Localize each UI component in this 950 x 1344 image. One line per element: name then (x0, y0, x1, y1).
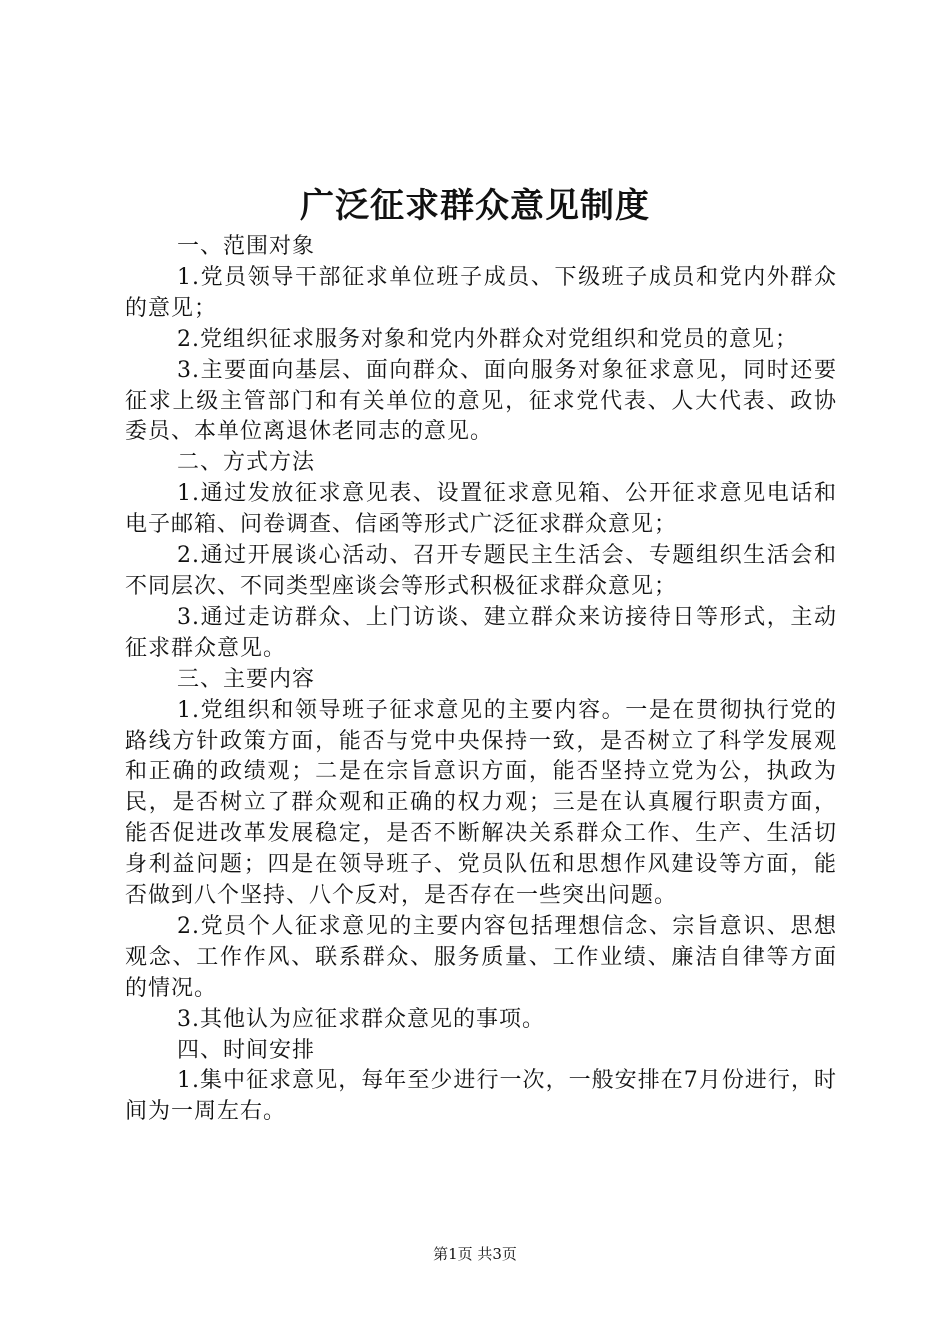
document-title: 广泛征求群众意见制度 (300, 186, 650, 226)
paragraph-content-2: 2.党员个人征求意见的主要内容包括理想信念、宗旨意识、思想观念、工作作风、联系群众、服务质量、工作业绩、廉洁自律等方面的情况。 (125, 913, 837, 1001)
page-footer: 第1页 共3页 (433, 1245, 517, 1263)
paragraph-scope-3: 3.主要面向基层、面向群众、面向服务对象征求意见，同时还要征求上级主管部门和有关单位的意见，征求党代表、人大代表、政协委员、本单位离退休老同志的意见。 (125, 357, 837, 445)
paragraph-content-3: 3.其他认为应征求群众意见的事项。 (177, 1006, 545, 1032)
document-body (125, 232, 837, 1128)
section-heading-scope: 一、范围对象 (177, 234, 316, 259)
paragraph-methods-3: 3.通过走访群众、上门访谈、建立群众来访接待日等形式，主动征求群众意见。 (125, 604, 837, 661)
paragraph-content-1: 1.党组织和领导班子征求意见的主要内容。一是在贯彻执行党的路线方针政策方面，能否与党中央保持一致，是否树立了科学发展观和正确的政绩观；二是在宗旨意识方面，能否坚持立党为公，执政为民，是否树立了群众观和正确的权力观；三是在认真履行职责方面，能否促进改革发展稳定，是否不断解决关系群众工作、生产、生活切身利益问题；四是在领导班子、党员队伍和思想作风建设等方面，能否做到八个坚持、八个反对，是否存在一些突出问题。 (125, 697, 837, 909)
paragraph-scope-1: 1.党员领导干部征求单位班子成员、下级班子成员和党内外群众的意见； (125, 264, 837, 321)
paragraph-schedule-1: 1.集中征求意见，每年至少进行一次，一般安排在7月份进行，时间为一周左右。 (125, 1068, 837, 1125)
paragraph-methods-1: 1.通过发放征求意见表、设置征求意见箱、公开征求意见电话和电子邮箱、问卷调查、信函等形式广泛征求群众意见； (125, 481, 837, 538)
section-heading-content: 三、主要内容 (177, 666, 316, 692)
section-heading-methods: 二、方式方法 (177, 450, 316, 476)
paragraph-scope-2: 2.党组织征求服务对象和党内外群众对党组织和党员的意见； (177, 326, 798, 352)
section-heading-schedule: 四、时间安排 (177, 1037, 316, 1063)
paragraph-methods-2: 2.通过开展谈心活动、召开专题民主生活会、专题组织生活会和不同层次、不同类型座谈会等形式积极征求群众意见； (125, 543, 837, 599)
